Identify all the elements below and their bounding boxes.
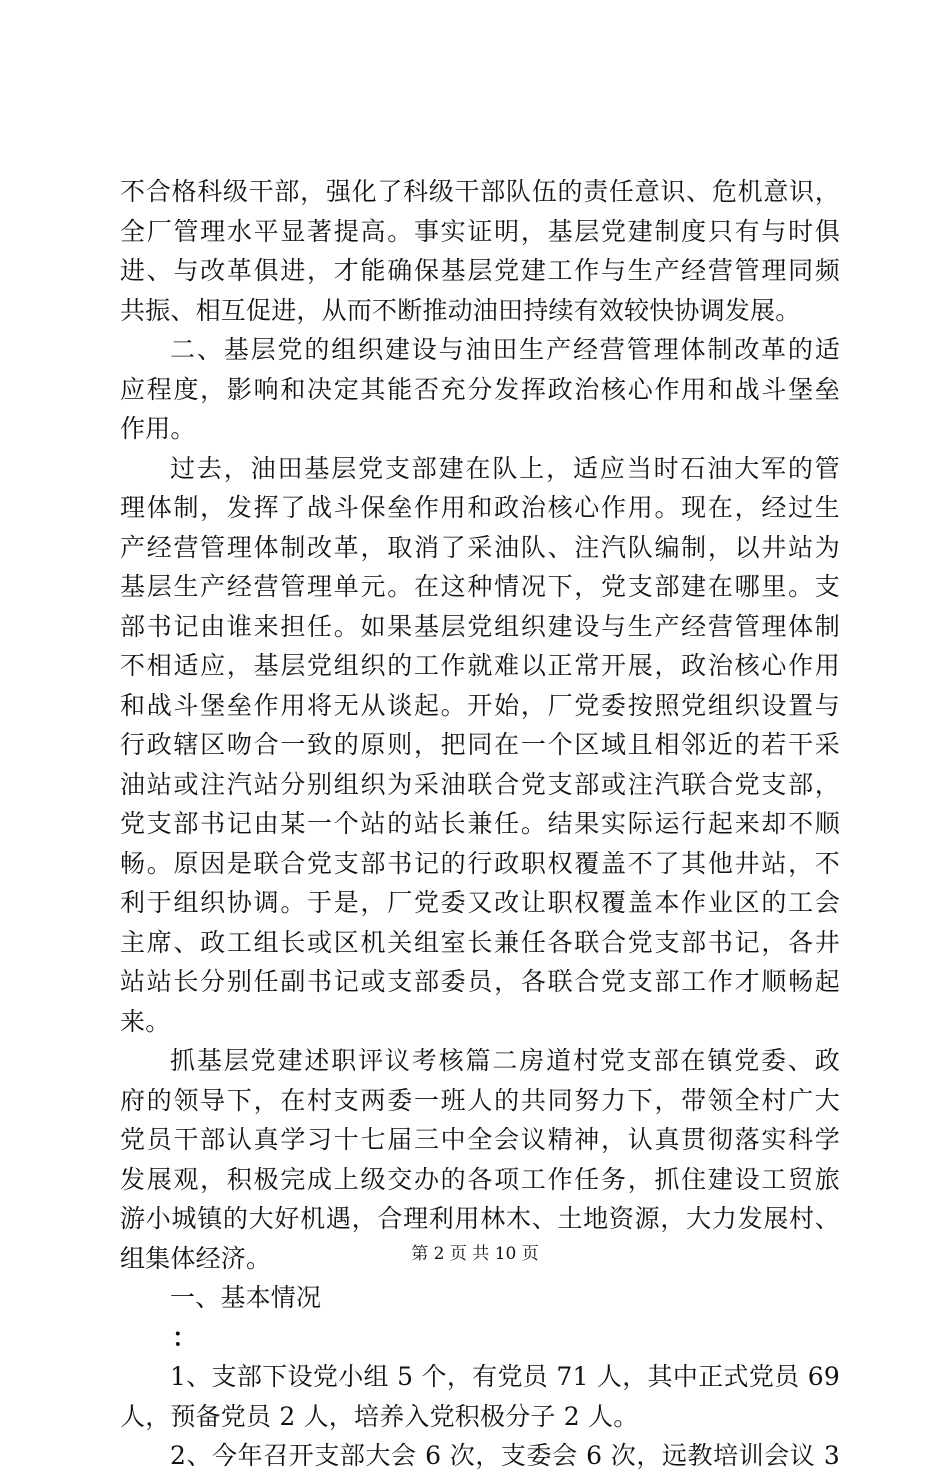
text-line: 站站长分别任副书记或支部委员，各联合党支部工作才顺畅起 bbox=[120, 967, 840, 996]
text-line: 和战斗堡垒作用将无从谈起。开始，厂党委按照党组织设置与 bbox=[120, 690, 840, 720]
page-number-footer: 第 2 页 共 10 页 bbox=[411, 1244, 539, 1264]
colon-line: ： bbox=[172, 1322, 198, 1352]
text-line: 发展观，积极完成上级交办的各项工作任务，抓住建设工贸旅 bbox=[120, 1164, 840, 1194]
text-line: 油站或注汽站分别组织为采油联合党支部或注汽联合党支部， bbox=[120, 769, 840, 799]
text-line: 产经营管理体制改革，取消了采油队、注汽队编制，以井站为 bbox=[120, 532, 840, 562]
text-line: 人，预备党员 2 人，培养入党积极分子 2 人。 bbox=[120, 1401, 639, 1431]
text-line: 府的领导下，在村支两委一班人的共同努力下，带领全村广大 bbox=[120, 1085, 840, 1115]
text-line: 不相适应，基层党组织的工作就难以正常开展，政治核心作用 bbox=[120, 651, 840, 680]
text-line: 利于组织协调。于是，厂党委又改让职权覆盖本作业区的工会 bbox=[120, 888, 840, 917]
section-heading-line: 二、基层党的组织建设与油田生产经营管理体制改革的适 bbox=[170, 335, 840, 364]
text-line: 党支部书记由某一个站的站长兼任。结果实际运行起来却不顺 bbox=[120, 809, 840, 838]
text-line: 组集体经济。 bbox=[120, 1243, 272, 1273]
text-line: 部书记由谁来担任。如果基层党组织建设与生产经营管理体制 bbox=[120, 611, 840, 641]
list-item-line: 2、今年召开支部大会 6 次，支委会 6 次，远教培训会议 3 bbox=[170, 1441, 840, 1470]
section-heading-line: 一、基本情况 bbox=[170, 1283, 322, 1312]
text-line: 作用。 bbox=[120, 414, 196, 443]
text-line: 畅。原因是联合党支部书记的行政职权覆盖不了其他井站，不 bbox=[120, 848, 840, 878]
text-line: 来。 bbox=[120, 1006, 171, 1036]
text-line: 进、与改革俱进，才能确保基层党建工作与生产经营管理同频 bbox=[120, 256, 840, 285]
text-line: 党员干部认真学习十七届三中全会议精神，认真贯彻落实科学 bbox=[120, 1125, 840, 1154]
text-line: 行政辖区吻合一致的原则，把同在一个区域且相邻近的若干采 bbox=[120, 730, 840, 759]
text-line: 全厂管理水平显著提高。事实证明，基层党建制度只有与时俱 bbox=[120, 216, 840, 246]
text-line: 不合格科级干部，强化了科级干部队伍的责任意识、危机意识， bbox=[120, 177, 840, 206]
text-line: 共振、相互促进，从而不断推动油田持续有效较快协调发展。 bbox=[120, 295, 801, 325]
paragraph-first-line: 抓基层党建述职评议考核篇二房道村党支部在镇党委、政 bbox=[170, 1046, 840, 1075]
text-line: 应程度，影响和决定其能否充分发挥政治核心作用和战斗堡垒 bbox=[120, 374, 840, 404]
list-item-line: 1、支部下设党小组 5 个，有党员 71 人，其中正式党员 69 bbox=[170, 1362, 840, 1391]
text-line: 基层生产经营管理单元。在这种情况下，党支部建在哪里。支 bbox=[120, 572, 840, 601]
text-line: 理体制，发挥了战斗保垒作用和政治核心作用。现在，经过生 bbox=[120, 493, 840, 522]
text-line: 主席、政工组长或区机关组室长兼任各联合党支部书记，各井 bbox=[120, 927, 840, 957]
text-line: 游小城镇的大好机遇，合理利用林木、土地资源，大力发展村、 bbox=[120, 1204, 840, 1233]
paragraph-first-line: 过去，油田基层党支部建在队上，适应当时石油大军的管 bbox=[170, 453, 840, 483]
document-body bbox=[120, 172, 840, 1476]
